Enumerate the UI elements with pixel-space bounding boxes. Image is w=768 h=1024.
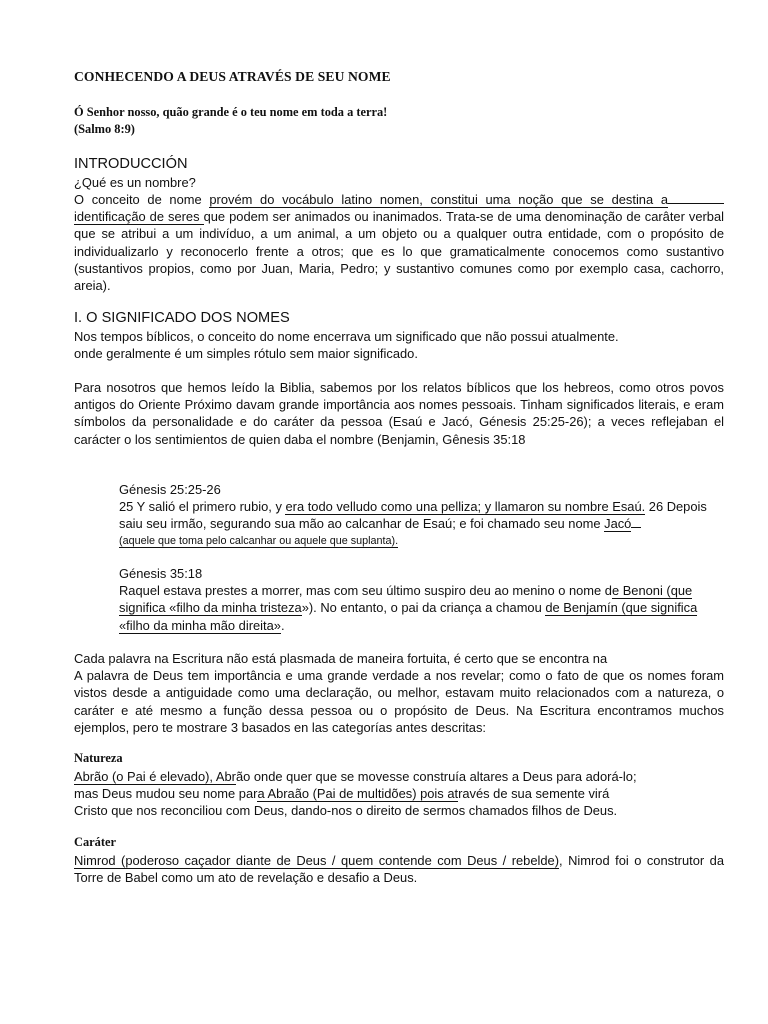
section1-paragraph-2: Para nosotros que hemos leído la Biblia, sabemos por los relatos bíblicos que los hebreos, como otros povos antigos do Oriente Próximo davam grande importância aos nomes pessoais. Tinham significados literais, e eram símbolos da personalidade e do caráter da pessoa (Esaú e Jacó, Génesis 25:25-26); a veces reflejaban el carácter o los sentimientos de quien daba el nombre (Benjamin, Gênesis 35:18 bbox=[74, 380, 724, 447]
intro-heading: INTRODUCCIÓN bbox=[74, 156, 188, 172]
natureza-paragraph: Abrão (o Pai é elevado), Abrão onde quer que se movesse construía altares a Deus para adorá-lo; mas Deus mudou seu nome para Abraão (Pai de multidões) pois através de sua semente virá Cristo que nos reconciliou com Deus, dando-nos o direito de sermos chamados filhos de Deus. bbox=[74, 769, 637, 819]
epigraph bbox=[74, 104, 387, 138]
intro-question: ¿Qué es un nombre? bbox=[74, 175, 196, 190]
quote-text: Raquel estava prestes a morrer, mas com seu último suspiro deu ao menino o nome de Benoni (que significa «filho da minha tristeza»). No entanto, o pai da criança a chamou de Benjamín (que significa «filho da minha mão direita». bbox=[119, 583, 698, 633]
quote-genesis-25 bbox=[119, 481, 723, 550]
quote-reference: Génesis 25:25-26 bbox=[119, 482, 221, 497]
section1-paragraph-3: Cada palavra na Escritura não está plasmada de maneira fortuita, é certo que se encontra na A palavra de Deus tem importância e uma grande verdade a nos revelar; como o fato de que os nomes foram vistos desde a antiguidade como uma declaração, ou melhor, estavam muito relacionados com a natureza, o caráter e até mesmo a função dessa pessoa ou o propósito de Deus. Na Escritura encontramos muchos ejemplos, pero te mostrare 3 basados en las categorías antes descritas: bbox=[74, 651, 724, 735]
quote-note: (aquele que toma pelo calcanhar ou aquele que suplanta). bbox=[119, 534, 399, 547]
underlined-text: Nimrod (poderoso caçador diante de Deus / quem contende com Deus / rebelde) bbox=[74, 853, 560, 868]
underlined-text: Jacó bbox=[604, 516, 632, 532]
section1-paragraph-1: Nos tempos bíblicos, o conceito do nome encerrava um significado que não possui atualmente. onde geralmente é um simples rótulo sem maior significado. bbox=[74, 329, 619, 362]
section-heading-significado: I. O SIGNIFICADO DOS NOMES bbox=[74, 310, 290, 326]
underlined-text: de Benjamín (que significa «filho da minha mão direita» bbox=[119, 600, 698, 633]
blank-underline bbox=[668, 203, 724, 204]
underlined-text: era todo velludo como una pelliza; y llamaron su nombre Esaú. bbox=[285, 499, 646, 515]
quote-genesis-35 bbox=[119, 565, 723, 634]
underlined-text: e Benoni (que significa «filho da minha tristeza bbox=[119, 583, 693, 616]
subheading-natureza: Natureza bbox=[74, 751, 123, 765]
intro-paragraph: O conceito de nome provém do vocábulo latino nomen, constitui uma noção que se destina a identificação de seres que podem ser animados ou inanimados. Trata-se de uma denominação de carâter verbal que se atribui a um indivíduo, a um animal, a um objeto ou a qualquer outra entidade, com o propósito de individualizarlo y reconocerlo frente a otros; que es lo que gramaticalmente conocemos como sustantivo (sustantivos propios, como por Juan, Maria, Pedro; y sustantivo comunes como por exemplo casa, cachorro, areia). bbox=[74, 192, 725, 294]
epigraph-verse: Ó Senhor nosso, quão grande é o teu nome em toda a terra! bbox=[74, 105, 388, 119]
carater-paragraph: Nimrod (poderoso caçador diante de Deus / quem contende com Deus / rebelde), Nimrod foi o construtor da Torre de Babel como um ato de revelação e desafio a Deus. bbox=[74, 853, 725, 886]
blank-underline bbox=[631, 527, 641, 528]
underlined-text: a Abraão (Pai de multidões) pois at bbox=[257, 786, 459, 802]
subheading-carater: Caráter bbox=[74, 835, 116, 849]
document-title: CONHECENDO A DEUS ATRAVÉS DE SEU NOME bbox=[74, 69, 391, 84]
underlined-text: Abrão (o Pai é elevado), Abr bbox=[74, 769, 236, 784]
quote-reference: Génesis 35:18 bbox=[119, 566, 203, 581]
epigraph-reference: (Salmo 8:9) bbox=[74, 122, 135, 136]
underlined-text: identificação de seres bbox=[74, 209, 204, 225]
underlined-text: provém do vocábulo latino nomen, constitui uma noção que se destina a bbox=[209, 192, 668, 207]
quote-text: 25 Y salió el primero rubio, y era todo velludo como una pelliza; y llamaron su nombre Esaú. 26 Depois saiu seu irmão, segurando sua mão ao calcanhar de Esaú; e foi chamado seu nome Jacó bbox=[119, 499, 707, 532]
